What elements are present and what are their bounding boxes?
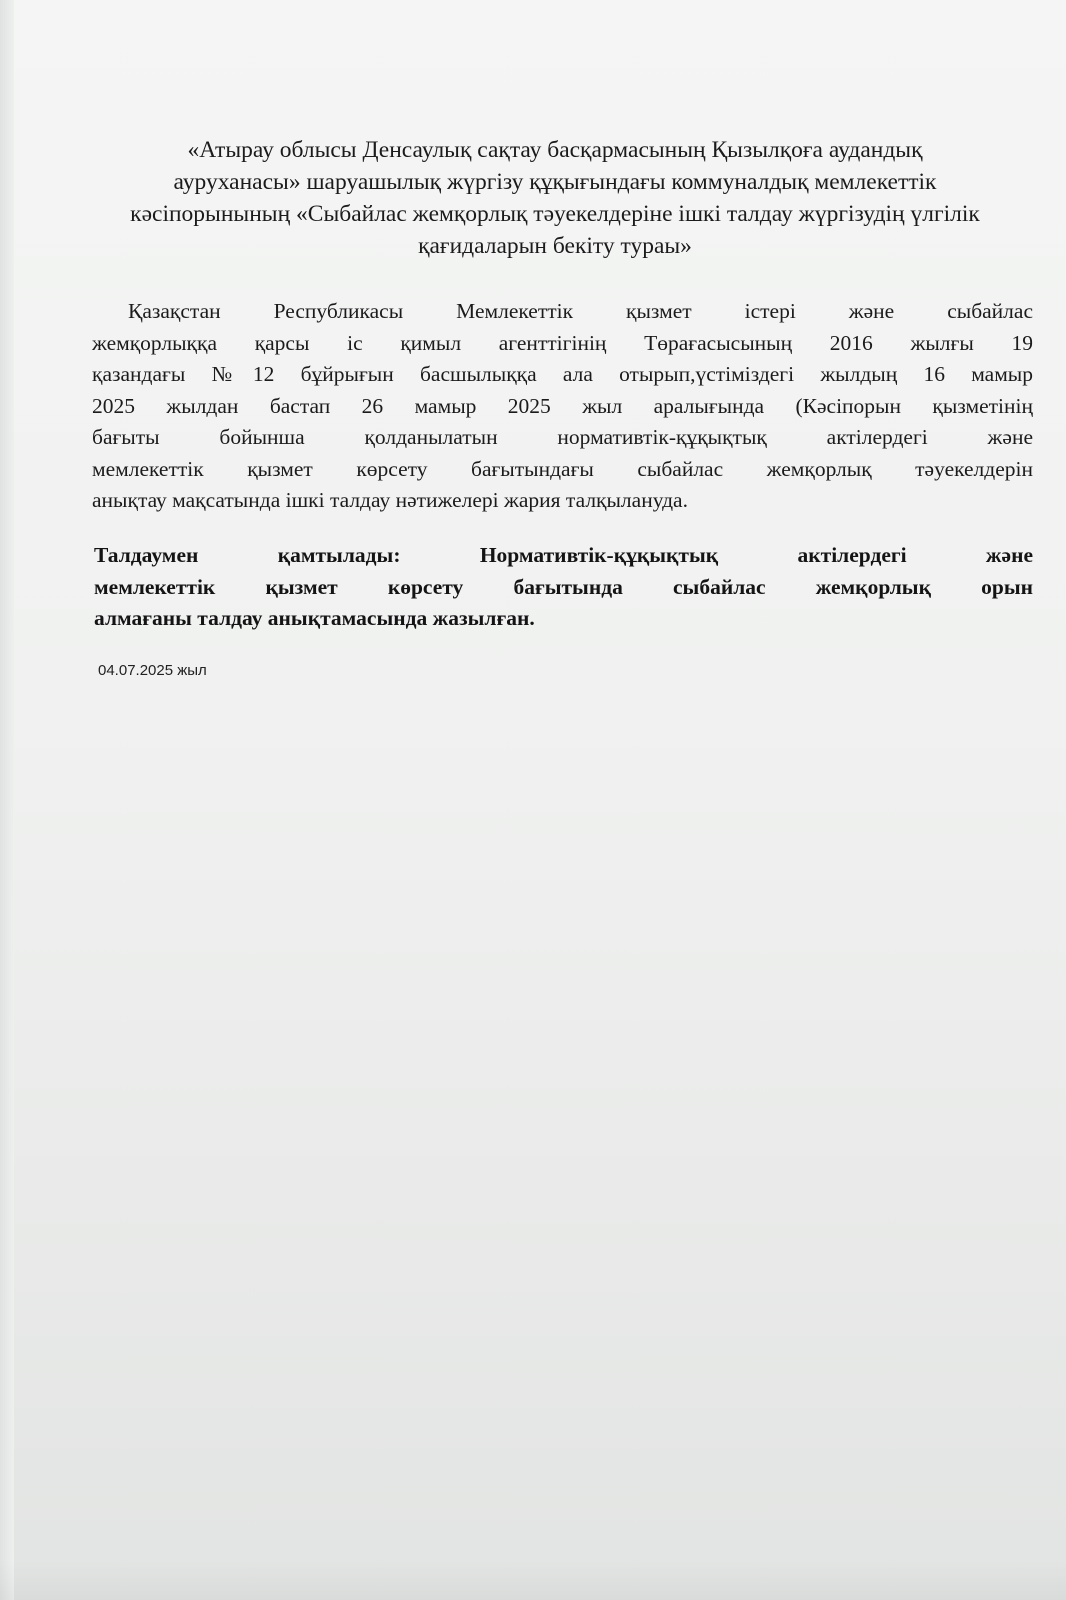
body-line: 2025 жылдан бастап 26 мамыр 2025 жыл аралығында (Кәсіпорын қызметінің bbox=[92, 393, 1033, 418]
document-date: 04.07.2025 жыл bbox=[98, 662, 207, 679]
title-line: кәсіпорынының «Сыбайлас жемқорлық тәуекелдеріне ішкі талдау жүргізудің үлгілік bbox=[130, 201, 980, 227]
conclusion-line: мемлекеттік қызмет көрсету бағытында сыбайлас жемқорлық орын bbox=[94, 574, 1033, 599]
page-left-edge bbox=[0, 0, 14, 1600]
conclusion-line: Талдаумен қамтылады: Нормативтік-құқықтық актілердегі және bbox=[94, 543, 1033, 567]
title-line: «Атырау облысы Денсаулық сақтау басқармасының Қызылқоға аудандық bbox=[187, 137, 923, 163]
body-line: Қазақстан Республикасы Мемлекеттік қызмет істері және сыбайлас bbox=[128, 299, 1033, 323]
body-line: мемлекеттік қызмет көрсету бағытындағы сыбайлас жемқорлық тәуекелдерін bbox=[92, 456, 1033, 481]
body-line: анықтау мақсатында ішкі талдау нәтижелері жария талқылануда. bbox=[92, 488, 688, 512]
document-title bbox=[80, 134, 1030, 262]
conclusion-line: алмағаны талдау анықтамасында жазылған. bbox=[94, 606, 535, 630]
body-line: қазандағы №12 бұйрығын басшылыққа ала отырып,үстіміздегі жылдың 16 мамыр bbox=[92, 362, 1033, 386]
conclusion-paragraph bbox=[94, 540, 1033, 635]
body-paragraph bbox=[92, 296, 1033, 517]
body-line: бағыты бойынша қолданылатын нормативтік-құқықтық актілердегі және bbox=[92, 425, 1033, 449]
page-bottom-shadow bbox=[0, 1560, 1066, 1600]
title-line: қағидаларын бекіту тураы» bbox=[418, 233, 692, 259]
body-line: жемқорлыққа қарсы іс қимыл агенттігінің Төрағасысының 2016 жылғы 19 bbox=[92, 330, 1033, 355]
title-line: ауруханасы» шаруашылық жүргізу құқығындағы коммуналдық мемлекеттік bbox=[173, 169, 937, 195]
